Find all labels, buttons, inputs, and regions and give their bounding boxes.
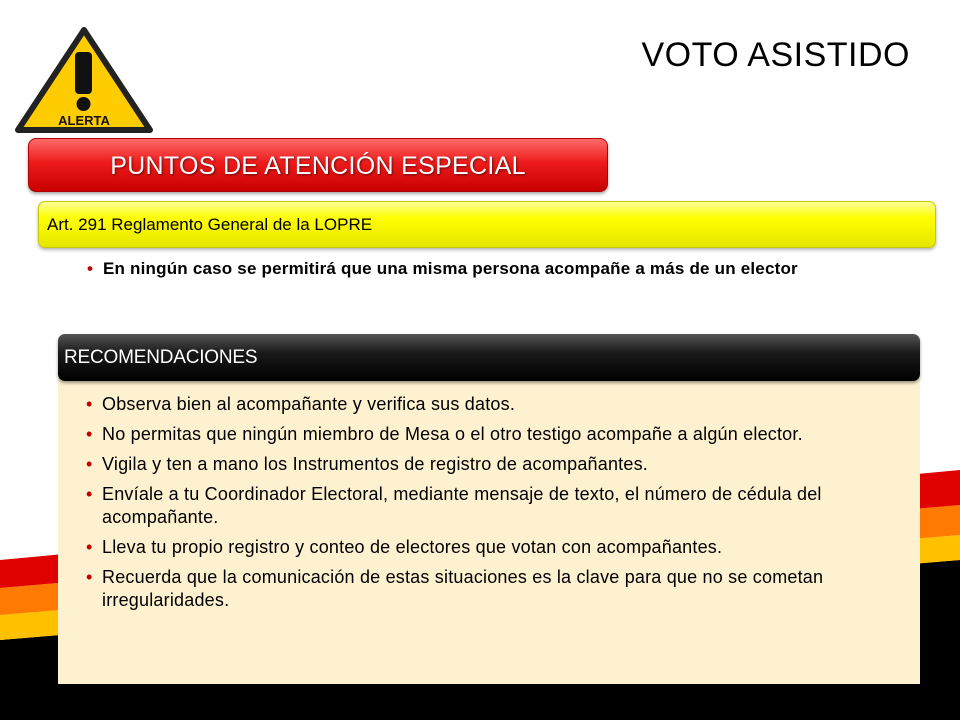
- recommendation-item: • Observa bien al acompañante y verifica sus datos.: [86, 393, 912, 416]
- recommendations-list: [86, 393, 912, 619]
- article-bullets: [87, 258, 917, 280]
- alert-label: ALERTA: [58, 113, 110, 128]
- recommendation-item: • Lleva tu propio registro y conteo de electores que votan con acompañantes.: [86, 536, 912, 559]
- recommendation-item: • No permitas que ningún miembro de Mesa o el otro testigo acompañe a algún elector.: [86, 423, 912, 446]
- article-bullet: • En ningún caso se permitirá que una misma persona acompañe a más de un elector: [87, 258, 917, 280]
- stripe-black-right: [920, 600, 960, 720]
- attention-banner: [28, 138, 608, 192]
- article-heading-bar: [38, 201, 936, 248]
- warning-triangle-icon: [14, 26, 154, 136]
- recommendation-item: • Recuerda que la comunicación de estas situaciones es la clave para que no se cometan irregularidades.: [86, 566, 912, 612]
- recommendations-heading-bar: [58, 334, 920, 381]
- slide-title: VOTO ASISTIDO: [641, 36, 910, 74]
- recommendations-heading: RECOMENDACIONES: [64, 346, 258, 368]
- article-heading: Art. 291 Reglamento General de la LOPRE: [47, 214, 373, 234]
- recommendation-item: • Vigila y ten a mano los Instrumentos de registro de acompañantes.: [86, 453, 912, 476]
- attention-banner-label: PUNTOS DE ATENCIÓN ESPECIAL: [110, 152, 526, 180]
- recommendation-item: • Envíale a tu Coordinador Electoral, mediante mensaje de texto, el número de cédula del acompañante.: [86, 483, 912, 529]
